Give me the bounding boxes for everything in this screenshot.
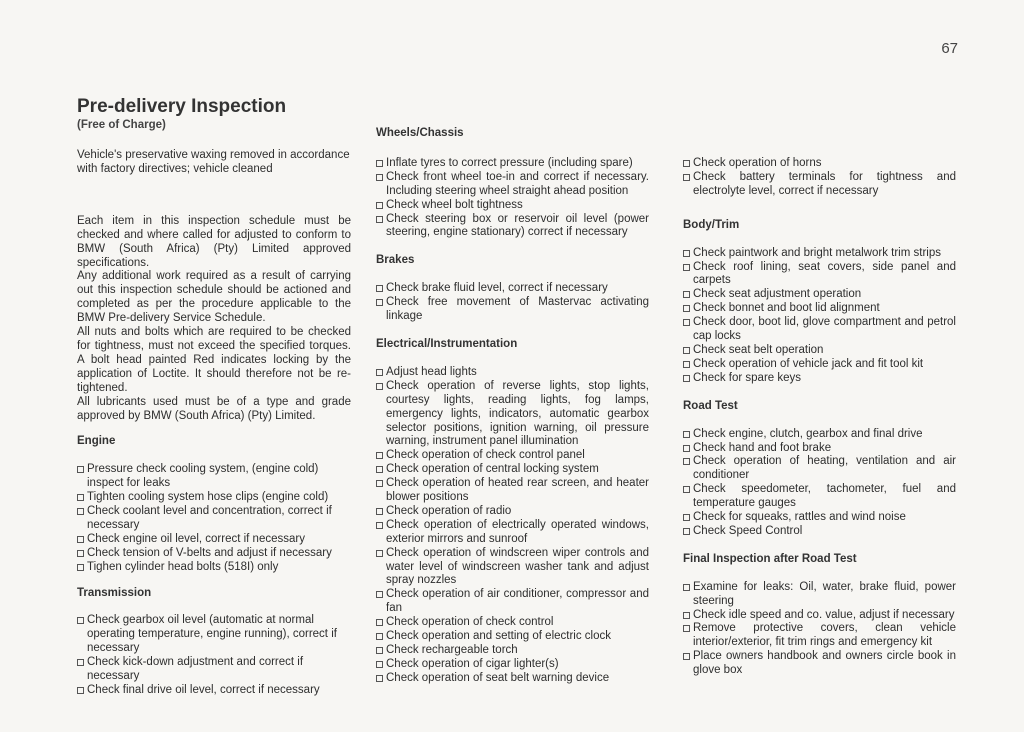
checkbox-icon[interactable] bbox=[683, 305, 690, 312]
checkbox-icon[interactable] bbox=[683, 486, 690, 493]
checkbox-icon[interactable] bbox=[376, 522, 383, 529]
road-test-heading: Road Test bbox=[683, 399, 738, 412]
page-number: 67 bbox=[941, 40, 958, 57]
column-middle bbox=[376, 127, 649, 686]
checklist-item-text: Check battery terminals for tightness and electrolyte level, correct if necessary bbox=[693, 170, 956, 197]
checklist-item bbox=[683, 344, 956, 358]
checklist-item bbox=[376, 157, 649, 171]
checklist-item-text: Check final drive oil level, correct if necessary bbox=[87, 684, 320, 696]
checkbox-icon[interactable] bbox=[376, 633, 383, 640]
note-paragraph: All nuts and bolts which are required to be checked for tightness, must not exceed the specified torques. A bolt head painted Red indicates locking by the application of Loctite. It should therefore not be re-tightened. bbox=[77, 326, 351, 394]
checklist-item-text: Check engine, clutch, gearbox and final drive bbox=[693, 427, 923, 440]
checklist-item bbox=[683, 157, 956, 171]
checkbox-icon[interactable] bbox=[683, 612, 690, 619]
checklist-item-text: Check engine oil level, correct if necessary bbox=[87, 532, 305, 545]
checklist-item bbox=[376, 547, 649, 589]
checkbox-icon[interactable] bbox=[77, 466, 84, 473]
checklist-item-text: Check wheel bolt tightness bbox=[386, 198, 523, 211]
checklist-item-text: Check operation of radio bbox=[386, 504, 512, 517]
checklist-item-text: Check operation of vehicle jack and fit tool kit bbox=[693, 357, 924, 370]
checkbox-icon[interactable] bbox=[376, 647, 383, 654]
checkbox-icon[interactable] bbox=[683, 291, 690, 298]
checklist-item-text: Examine for leaks: Oil, water, brake fluid, power steering bbox=[693, 580, 956, 607]
checklist-item bbox=[77, 561, 351, 575]
checkbox-icon[interactable] bbox=[376, 369, 383, 376]
checklist-item bbox=[376, 282, 649, 296]
checklist-item bbox=[683, 171, 956, 199]
checklist-item bbox=[376, 199, 649, 213]
checklist-item bbox=[376, 449, 649, 463]
checkbox-icon[interactable] bbox=[683, 514, 690, 521]
checklist-item bbox=[376, 366, 649, 380]
checkbox-icon[interactable] bbox=[376, 550, 383, 557]
body-checklist bbox=[683, 247, 956, 386]
checklist-item bbox=[376, 672, 649, 686]
checklist-item-text: Check hand and foot brake bbox=[693, 441, 832, 454]
checklist-item-text: Check operation of check control bbox=[386, 616, 554, 629]
checkbox-icon[interactable] bbox=[376, 216, 383, 223]
checklist-item-text: Check paintwork and bright metalwork trim strips bbox=[693, 246, 941, 259]
checkbox-icon[interactable] bbox=[77, 617, 84, 624]
checklist-item bbox=[683, 442, 956, 456]
checklist-item-text: Check operation of reverse lights, stop lights, courtesy lights, reading lights, fog lamps, emergency lights, indicators, automatic gearbox selector positions, ignition warning, oil pressure warning, instrument panel illumination bbox=[386, 379, 649, 448]
checklist-item-text: Check for squeaks, rattles and wind noise bbox=[693, 511, 906, 524]
wheels-checklist bbox=[376, 157, 649, 240]
checklist-item bbox=[376, 171, 649, 199]
checklist-item-text: Check tension of V-belts and adjust if necessary bbox=[87, 546, 332, 559]
checklist-item bbox=[683, 288, 956, 302]
checkbox-icon[interactable] bbox=[376, 160, 383, 167]
checklist-item-text: Check Speed Control bbox=[693, 524, 803, 537]
checklist-item-text: Check coolant level and concentration, correct if necessary bbox=[87, 505, 332, 531]
checkbox-icon[interactable] bbox=[376, 661, 383, 668]
checklist-item-text: Remove protective covers, clean vehicle interior/exterior, fit trim rings and emergency kit bbox=[693, 622, 956, 649]
checklist-item bbox=[683, 372, 956, 386]
checklist-item-text: Check steering box or reservoir oil level (power steering, engine stationary) correct if necessary bbox=[386, 212, 649, 239]
horns-battery-checklist bbox=[683, 157, 956, 199]
checkbox-icon[interactable] bbox=[683, 445, 690, 452]
checklist-item bbox=[683, 302, 956, 316]
checklist-item bbox=[376, 477, 649, 505]
checklist-item-text: Check idle speed and co. value, adjust if necessary bbox=[693, 608, 955, 621]
checklist-item bbox=[376, 588, 649, 616]
checklist-item-text: Check for spare keys bbox=[693, 371, 802, 384]
checklist-item bbox=[376, 380, 649, 450]
checkbox-icon[interactable] bbox=[77, 494, 84, 501]
checklist-item-text: Check kick-down adjustment and correct if necessary bbox=[87, 656, 304, 683]
checkbox-icon[interactable] bbox=[683, 458, 690, 465]
checklist-item-text: Check rechargeable torch bbox=[386, 644, 518, 656]
checklist-item-text: Check bonnet and boot lid alignment bbox=[693, 302, 880, 315]
checkbox-icon[interactable] bbox=[77, 564, 84, 571]
checklist-item-text: Tighten cooling system hose clips (engine cold) bbox=[87, 491, 329, 504]
checklist-item-text: Adjust head lights bbox=[386, 365, 477, 378]
checkbox-icon[interactable] bbox=[376, 452, 383, 459]
page-title: Pre-delivery Inspection bbox=[77, 96, 287, 117]
checklist-item bbox=[77, 505, 351, 533]
checklist-item bbox=[77, 491, 351, 505]
checklist-item bbox=[683, 511, 956, 525]
checklist-item-text: Check operation and setting of electric clock bbox=[386, 630, 612, 643]
checkbox-icon[interactable] bbox=[683, 625, 690, 632]
checkbox-icon[interactable] bbox=[683, 174, 690, 181]
checkbox-icon[interactable] bbox=[376, 299, 383, 306]
checkbox-icon[interactable] bbox=[77, 687, 84, 694]
checkbox-icon[interactable] bbox=[683, 375, 690, 382]
checklist-item-text: Check brake fluid level, correct if necessary bbox=[386, 282, 608, 295]
note-paragraph: Each item in this inspection schedule must be checked and where called for adjusted to conform to BMW (South Africa) (Pty) Limited approved specifications. bbox=[77, 214, 351, 269]
checklist-item-text: Tighen cylinder head bolts (518I) only bbox=[87, 560, 279, 573]
checklist-item-text: Check operation of heating, ventilation and air conditioner bbox=[693, 455, 956, 482]
checkbox-icon[interactable] bbox=[683, 250, 690, 257]
checklist-item-text: Check gearbox oil level (automatic at normal operating temperature, engine running), correct if necessary bbox=[87, 614, 337, 655]
column-right bbox=[683, 157, 956, 678]
checklist-item bbox=[683, 525, 956, 539]
body-heading: Body/Trim bbox=[683, 218, 740, 231]
transmission-heading: Transmission bbox=[77, 586, 152, 599]
checklist-item-text: Check roof lining, seat covers, side panel and carpets bbox=[693, 260, 956, 287]
checklist-item bbox=[376, 616, 649, 630]
checklist-item bbox=[683, 261, 956, 289]
checkbox-icon[interactable] bbox=[683, 431, 690, 438]
checkbox-icon[interactable] bbox=[683, 528, 690, 535]
checkbox-icon[interactable] bbox=[376, 285, 383, 292]
checklist-item bbox=[683, 622, 956, 650]
checkbox-icon[interactable] bbox=[683, 319, 690, 326]
checklist-item bbox=[683, 358, 956, 372]
checkbox-icon[interactable] bbox=[683, 653, 690, 660]
checklist-item bbox=[376, 658, 649, 672]
checklist-item-text: Check operation of electrically operated windows, exterior mirrors and sunroof bbox=[386, 518, 649, 545]
checklist-item bbox=[683, 316, 956, 344]
checkbox-icon[interactable] bbox=[77, 536, 84, 543]
checklist-item-text: Check operation of cigar lighter(s) bbox=[386, 657, 559, 670]
checklist-item bbox=[376, 630, 649, 644]
checkbox-icon[interactable] bbox=[683, 264, 690, 271]
checklist-item-text: Check speedometer, tachometer, fuel and temperature gauges bbox=[693, 483, 956, 510]
checklist-item bbox=[77, 463, 351, 491]
checklist-item bbox=[683, 247, 956, 261]
checkbox-icon[interactable] bbox=[683, 347, 690, 354]
checklist-item bbox=[683, 581, 956, 609]
checklist-item-text: Check seat belt operation bbox=[693, 343, 824, 356]
checkbox-icon[interactable] bbox=[683, 160, 690, 167]
wheels-heading: Wheels/Chassis bbox=[376, 127, 464, 139]
checklist-item bbox=[683, 650, 956, 678]
checklist-item-text: Check door, boot lid, glove compartment and petrol cap locks bbox=[693, 316, 956, 343]
intro-text: Vehicle's preservative waxing removed in accordance with factory directives; vehicle cleaned bbox=[77, 149, 350, 175]
checkbox-icon[interactable] bbox=[376, 202, 383, 209]
checklist-item-text: Pressure check cooling system, (engine cold) inspect for leaks bbox=[87, 463, 319, 490]
checkbox-icon[interactable] bbox=[376, 466, 383, 473]
checklist-item bbox=[683, 455, 956, 483]
electrical-heading: Electrical/Instrumentation bbox=[376, 337, 518, 350]
transmission-checklist bbox=[77, 614, 351, 697]
final-inspection-heading: Final Inspection after Road Test bbox=[683, 552, 857, 565]
engine-heading: Engine bbox=[77, 435, 116, 448]
checkbox-icon[interactable] bbox=[376, 675, 383, 682]
page-subtitle: (Free of Charge) bbox=[77, 119, 166, 131]
checklist-item bbox=[77, 656, 351, 684]
checkbox-icon[interactable] bbox=[376, 619, 383, 626]
checklist-item-text: Check operation of check control panel bbox=[386, 449, 585, 462]
checkbox-icon[interactable] bbox=[376, 174, 383, 181]
checkbox-icon[interactable] bbox=[77, 659, 84, 666]
checkbox-icon[interactable] bbox=[376, 480, 383, 487]
electrical-checklist bbox=[376, 366, 649, 686]
checklist-item bbox=[683, 428, 956, 442]
column-left bbox=[77, 149, 351, 698]
brakes-heading: Brakes bbox=[376, 254, 415, 267]
checklist-item bbox=[77, 684, 351, 698]
checklist-item-text: Check front wheel toe-in and correct if necessary. Including steering wheel straight ahead position bbox=[386, 170, 649, 197]
checklist-item bbox=[376, 505, 649, 519]
brakes-checklist bbox=[376, 282, 649, 324]
checklist-item bbox=[376, 519, 649, 547]
checklist-item-text: Check operation of windscreen wiper controls and water level of windscreen washer tank and adjust spray nozzles bbox=[386, 546, 649, 587]
checkbox-icon[interactable] bbox=[376, 508, 383, 515]
checkbox-icon[interactable] bbox=[683, 361, 690, 368]
checklist-item bbox=[77, 547, 351, 561]
checklist-item bbox=[376, 213, 649, 241]
checkbox-icon[interactable] bbox=[77, 508, 84, 515]
note-paragraph: All lubricants used must be of a type and grade approved by BMW (South Africa) (Pty) Limited. bbox=[77, 395, 351, 422]
checklist-item bbox=[376, 644, 649, 658]
final-inspection-checklist bbox=[683, 581, 956, 678]
checklist-item-text: Check operation of central locking system bbox=[386, 463, 599, 476]
checklist-item bbox=[683, 483, 956, 511]
road-test-checklist bbox=[683, 428, 956, 539]
checklist-item-text: Check free movement of Mastervac activating linkage bbox=[386, 296, 649, 323]
checklist-item bbox=[77, 533, 351, 547]
engine-checklist bbox=[77, 463, 351, 574]
checkbox-icon[interactable] bbox=[376, 591, 383, 598]
checkbox-icon[interactable] bbox=[376, 383, 383, 390]
checklist-item-text: Check operation of horns bbox=[693, 157, 822, 169]
checklist-item bbox=[376, 296, 649, 324]
checklist-item-text: Check seat adjustment operation bbox=[693, 288, 862, 301]
note-paragraph: Any additional work required as a result of carrying out this inspection schedule should be actioned and completed as per the procedure applicable to the BMW Pre-delivery Service Schedule. bbox=[77, 270, 351, 325]
checklist-item-text: Check operation of heated rear screen, and heater blower positions bbox=[386, 477, 649, 504]
checkbox-icon[interactable] bbox=[77, 550, 84, 557]
checklist-item bbox=[376, 463, 649, 477]
checklist-item bbox=[77, 614, 351, 656]
checklist-item bbox=[683, 609, 956, 623]
checklist-item-text: Inflate tyres to correct pressure (including spare) bbox=[386, 156, 633, 169]
checklist-item-text: Place owners handbook and owners circle book in glove box bbox=[693, 650, 956, 677]
checklist-item-text: Check operation of air conditioner, compressor and fan bbox=[386, 588, 649, 615]
checkbox-icon[interactable] bbox=[683, 584, 690, 591]
checklist-item-text: Check operation of seat belt warning device bbox=[386, 671, 610, 684]
